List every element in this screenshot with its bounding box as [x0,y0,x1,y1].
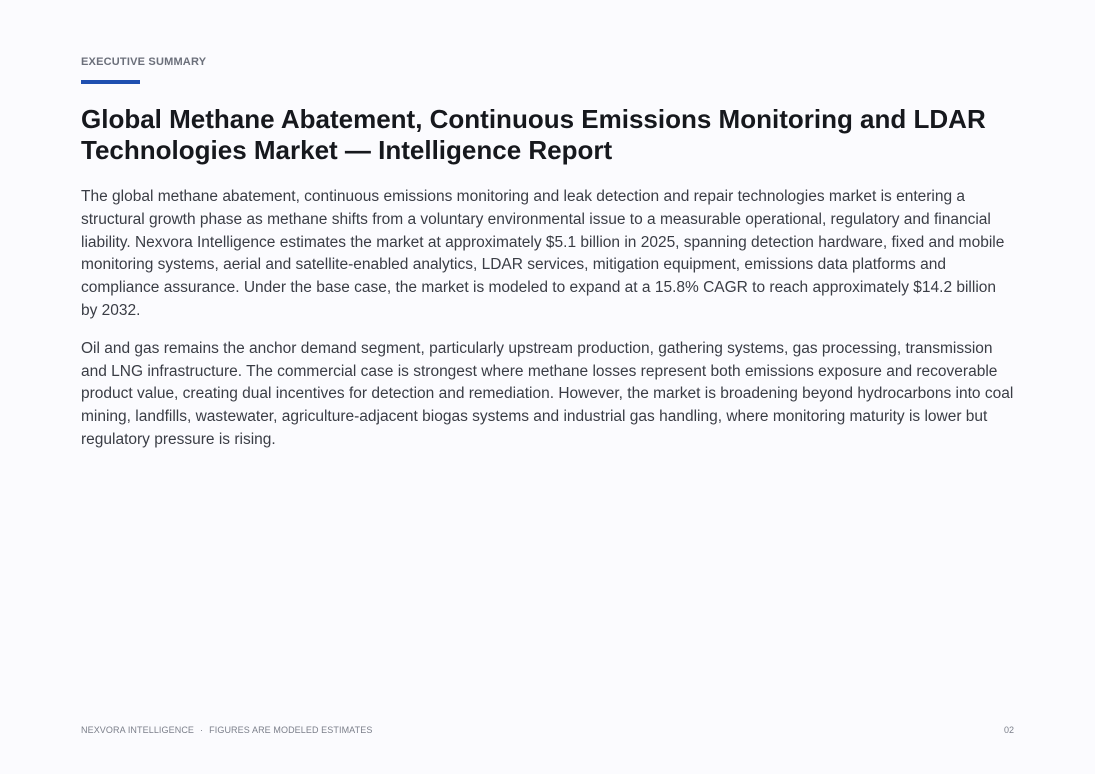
footer-brand: NEXVORA INTELLIGENCE [81,725,195,735]
page-number: 02 [1003,725,1014,735]
accent-rule [81,80,140,84]
section-label: EXECUTIVE SUMMARY [81,56,207,68]
summary-paragraph-1: The global methane abatement, continuous emissions monitoring and leak detection and repair technologies market is entering a structural growth phase as methane shifts from a voluntary environmental issue to a measurable operational, regulatory and financial liability. Nexvora Intelligence estimates the market at approximately $5.1 billion in 2025, spanning detection hardware, fixed and mobile monitoring systems, aerial and satellite-enabled analytics, LDAR services, mitigation equipment, emissions data platforms and compliance assurance. Under the base case, the market is modeled to expand at a 15.8% CAGR to reach approximately $14.2 billion by 2032. [81,188,1005,319]
page-title: Global Methane Abatement, Continuous Emissions Monitoring and LDAR Technologies Market — Intelligence Report [81,104,986,165]
summary-body [81,186,1014,467]
summary-paragraph-2: Oil and gas remains the anchor demand segment, particularly upstream production, gathering systems, gas processing, transmission and LNG infrastructure. The commercial case is strongest where methane losses represent both emissions exposure and recoverable product value, creating dual incentives for detection and remediation. However, the market is broadening beyond hydrocarbons into coal mining, landfills, wastewater, agriculture-adjacent biogas systems and industrial gas handling, where monitoring maturity is lower but regulatory pressure is rising. [81,339,1014,448]
footer-separator: · [200,725,204,735]
report-page [81,0,1014,774]
footer-note [81,725,372,735]
footer-disclaimer: FIGURES ARE MODELED ESTIMATES [209,725,373,735]
